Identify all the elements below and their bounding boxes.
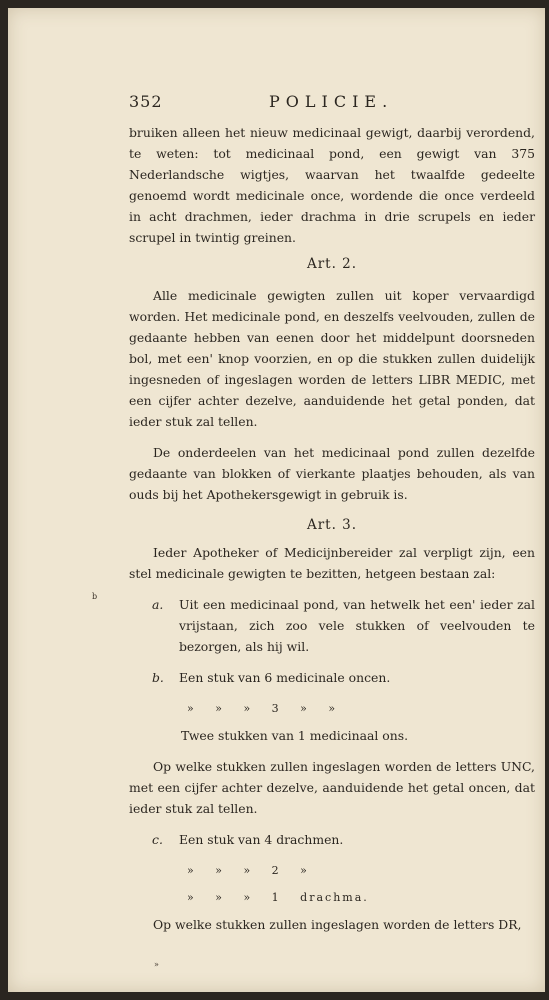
list-item-c [129,829,535,850]
list-item-a-label: a. [152,597,164,612]
paragraph-6: Op welke stukken zullen ingeslagen worden de letters DR, [153,917,522,932]
paragraph-5: Op welke stukken zullen ingeslagen worden de letters UNC, met een cijfer achter dezelve, aanduidende het getal oncen, dat ieder stuk zal tellen. [129,759,535,816]
margin-mark-bottom: » [154,960,159,969]
page-header [8,92,545,116]
ditto-line-c2: » » » 1 drachma. [187,891,369,904]
book-page [8,8,545,992]
ditto-line-b: » » » 3 » » [187,702,338,715]
list-item-a [129,594,535,657]
list-item-c-text: Een stuk van 4 drachmen. [179,832,344,847]
list-item-b [129,667,535,688]
paragraph-1: bruiken alleen het nieuw medicinaal gewigt, daarbij verordend, te weten: tot medicinaal pond, een gewigt van 375 Nederlandsche wigtjes, waarvan het twaalfde gedeelte genoemd wordt medicinale once, wordende die once verdeeld in acht drachmen, ieder drachma in drie scrupels en ieder scrupel in twintig greinen. [129,125,535,245]
paragraph-4: Ieder Apotheker of Medicijnbereider zal verpligt zijn, een stel medicinale gewigten te bezitten, hetgeen bestaan zal: [129,545,535,581]
paragraph-3: De onderdeelen van het medicinaal pond zullen dezelfde gedaante van blokken of vierkante plaatjes behouden, als van ouds bij het Apothekersgewigt in gebruik is. [129,445,535,502]
main-text [129,122,535,935]
article-3-heading: Art. 3. [306,517,358,533]
list-item-b-label: b. [152,670,164,685]
ditto-line-c1: » » » 2 » [187,864,309,877]
page-number: 352 [129,92,163,111]
margin-mark: b [92,592,98,601]
list-item-c-label: c. [152,832,163,847]
list-item-b-text: Een stuk van 6 medicinale oncen. [179,670,391,685]
list-item-a-text: Uit een medicinaal pond, van hetwelk het een' ieder zal vrijstaan, zich zoo vele stukken of veelvouden te bezorgen, als hij wil. [179,597,535,654]
paragraph-2: Alle medicinale gewigten zullen uit koper vervaardigd worden. Het medicinale pond, en deszelfs veelvouden, zullen de gedaante hebben van eenen door het middelpunt doorsneden bol, met een' knop voorzien, en op die stukken zullen duidelijk ingesneden of ingeslagen worden de letters LIBR MEDIC, met een cijfer achter dezelve, aanduidende het getal ponden, dat ieder stuk zal tellen. [129,288,535,429]
article-2-heading: Art. 2. [306,256,358,272]
running-head: POLICIE. [269,92,394,111]
list-item-b-line3: Twee stukken van 1 medicinaal ons. [181,728,409,743]
